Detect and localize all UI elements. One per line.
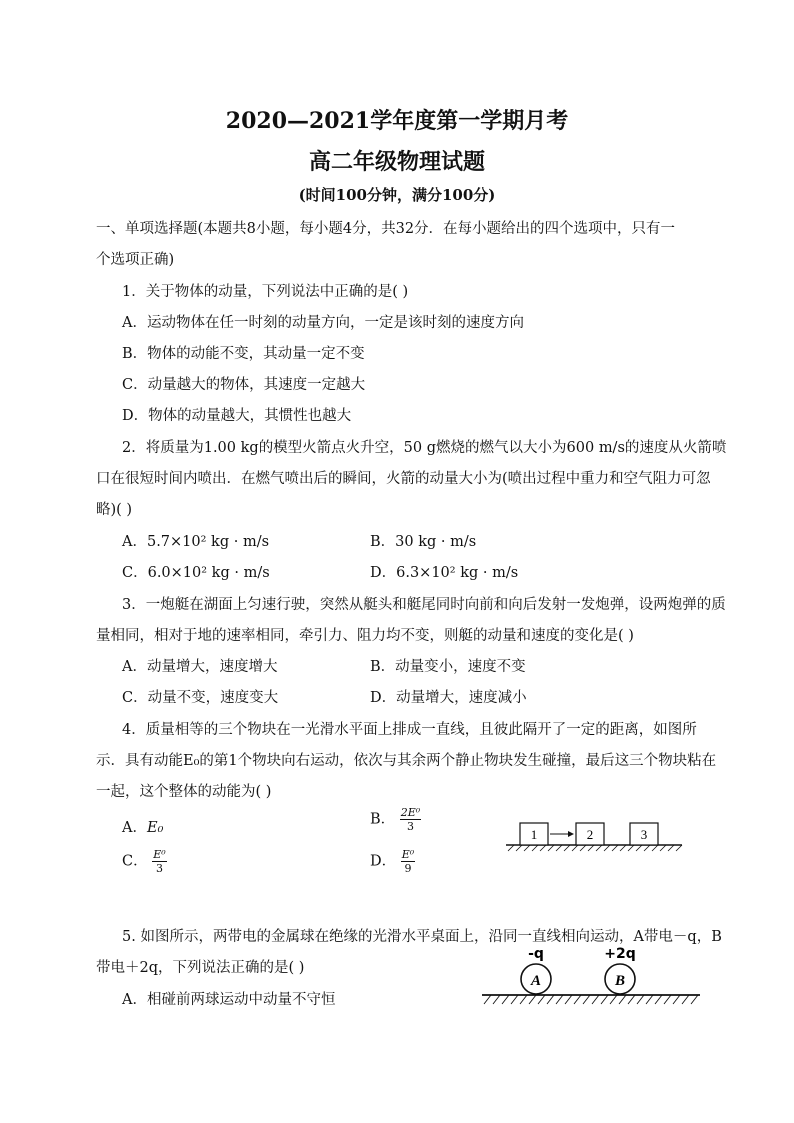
q5-table-hatch <box>484 995 698 1004</box>
q3-option-a: A．动量增大，速度增大 <box>122 659 278 675</box>
q3-stem-line2: 量相同，相对于地的速率相同，牵引力、阻力均不变，则艇的动量和速度的变化是( ) <box>96 628 634 644</box>
q4-option-c-fraction: $\frac{\text{E⁰}}{3}$ <box>153 848 166 875</box>
q1-option-a: A．运动物体在任一时刻的动量方向，一定是该时刻的速度方向 <box>122 315 524 331</box>
q4-stem-line3: 一起，这个整体的动能为( ) <box>96 784 272 800</box>
q1-stem: 1．关于物体的动量，下列说法中正确的是( ) <box>122 284 409 300</box>
section-heading-line2: 个选项正确) <box>96 252 175 268</box>
q2-stem-line1: 2．将质量为1.00 kg的模型火箭点火升空，50 g燃烧的燃气以大小为600 m/s的速度从火箭喷 <box>122 440 727 456</box>
q4-stem-line2: 示．具有动能E₀的第1个物块向右运动，依次与其余两个静止物块发生碰撞，最后这三个物块粘在 <box>96 753 717 769</box>
q2-stem-line3: 略)( ) <box>96 502 133 518</box>
q3-option-d: D．动量增大，速度减小 <box>370 690 527 706</box>
q4-block-3-label: 3 <box>640 827 648 842</box>
q4-option-c: C． $\frac{\text{E⁰}}{3}$ <box>122 848 166 875</box>
q3-option-b: B．动量变小，速度不变 <box>370 659 526 675</box>
q5-charge-b-label: +2q <box>604 946 636 962</box>
q5-stem-line2: 带电＋2q，下列说法正确的是( ) <box>96 960 305 976</box>
q4-blocks-figure <box>504 818 684 854</box>
q1-option-c: C．动量越大的物体，其速度一定越大 <box>122 377 366 393</box>
q2-option-b: B．30 kg · m/s <box>370 534 477 550</box>
q2-stem-line2: 口在很短时间内喷出．在燃气喷出后的瞬间，火箭的动量大小为(喷出过程中重力和空气阻力可忽 <box>96 471 711 487</box>
q4-surface-hatch <box>508 845 682 851</box>
q4-option-d-fraction: $\frac{\text{E⁰}}{9}$ <box>401 848 415 875</box>
q3-stem-line1: 3．一炮艇在湖面上匀速行驶，突然从艇头和艇尾同时向前和向后发射一发炮弹，设两炮弹的质 <box>122 597 726 613</box>
exam-subtitle: 高二年级物理试题 <box>308 149 485 175</box>
q5-charge-a-label: -q <box>528 946 544 962</box>
q1-option-b: B．物体的动能不变，其动量一定不变 <box>122 346 365 362</box>
q4-block-1-label: 1 <box>530 827 538 842</box>
q1-option-d: D．物体的动量越大，其惯性也越大 <box>122 408 352 424</box>
q4-option-b-fraction: $\frac{\text{2E⁰}}{3}$ <box>400 806 421 833</box>
q2-option-c: C．6.0×10² kg · m/s <box>122 565 270 581</box>
q5-option-a: A．相碰前两球运动中动量不守恒 <box>122 992 336 1008</box>
q2-option-d: D．6.3×10² kg · m/s <box>370 565 519 581</box>
q2-option-a: A．5.7×10² kg · m/s <box>122 534 270 550</box>
q4-block-2-label: 2 <box>586 827 594 842</box>
q4-stem-line1: 4．质量相等的三个物块在一光滑水平面上排成一直线，且彼此隔开了一定的距离，如图所 <box>122 722 697 738</box>
q5-balls-figure <box>478 942 708 1012</box>
q3-option-c: C．动量不变，速度变大 <box>122 690 279 706</box>
exam-note: (时间100分钟，满分100分) <box>298 186 496 204</box>
q5-stem-line1: 5. 如图所示，两带电的金属球在绝缘的光滑水平桌面上，沿同一直线相向运动，A带电－q，B <box>122 929 722 945</box>
q5-ball-b-label: B <box>614 973 626 989</box>
q4-option-a: A．E₀ <box>122 820 164 836</box>
q4-option-d: D． $\frac{\text{E⁰}}{9}$ <box>370 848 415 875</box>
q4-arrowhead-icon <box>568 831 574 837</box>
q4-option-b: B． $\frac{\text{2E⁰}}{3}$ <box>370 806 421 833</box>
exam-title: 2020—2021学年度第一学期月考 <box>225 108 569 134</box>
section-heading-line1: 一、单项选择题(本题共8小题，每小题4分，共32分．在每小题给出的四个选项中，只有一 <box>96 221 676 237</box>
q5-ball-a-label: A <box>530 973 542 989</box>
